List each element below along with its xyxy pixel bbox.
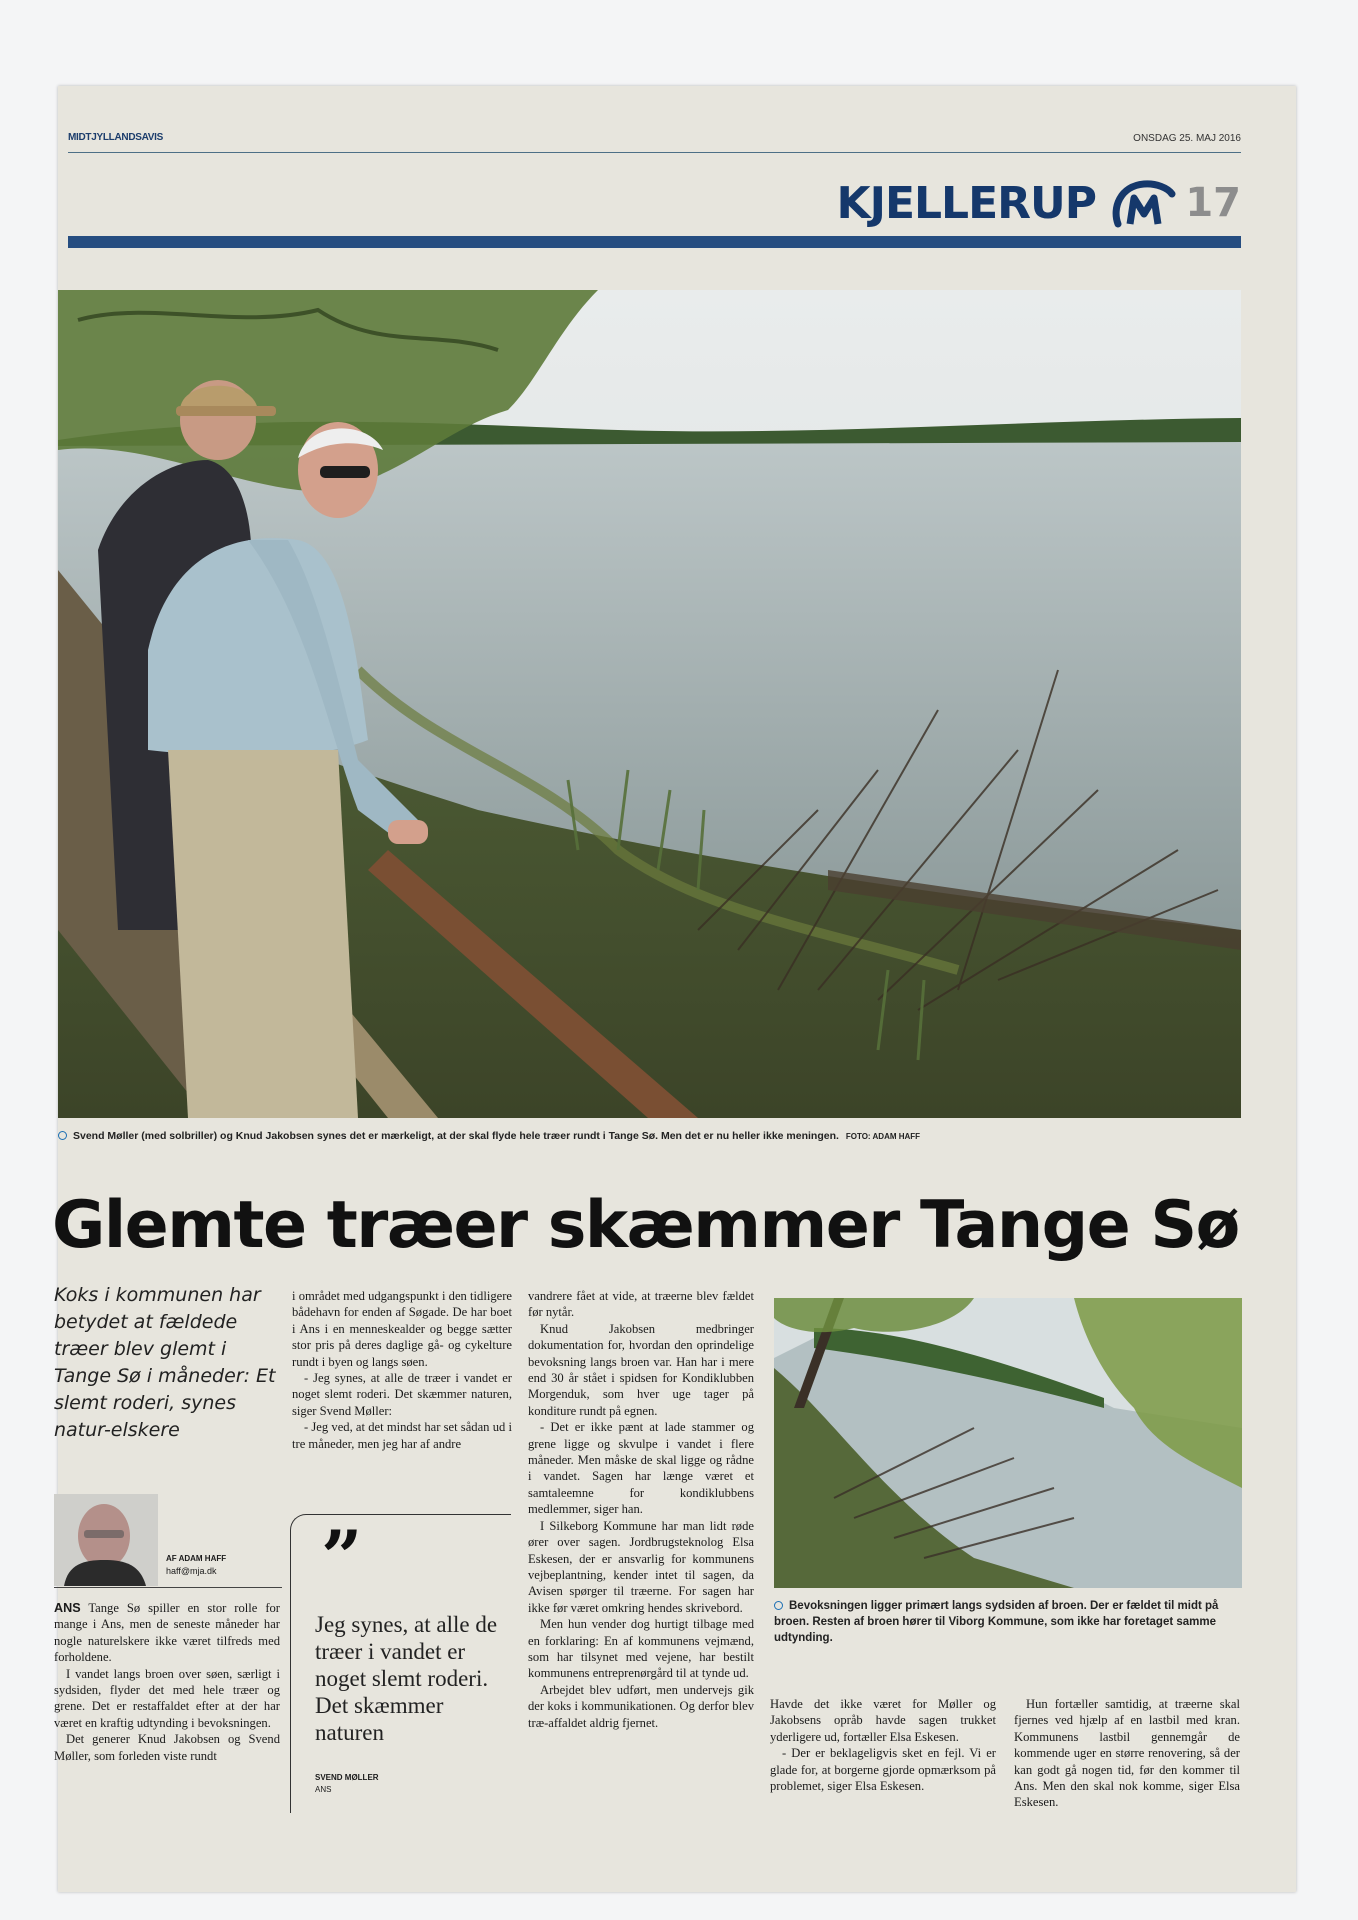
- body-paragraph: i området med udgangspunkt i den tidligere bådehavn for enden af Søgade. De har boet i Ans i en menneskealder og begge sætter stor pris på deres daglige gå- og cykelture rundt i byen og langs søen.: [292, 1289, 512, 1369]
- newspaper-logo-icon: [1110, 178, 1176, 230]
- issue-date: ONSDAG 25. MAJ 2016: [1133, 133, 1241, 144]
- author-email[interactable]: haff@mja.dk: [166, 1566, 217, 1576]
- quote-mark-icon: ”: [321, 1514, 363, 1599]
- body-paragraph: I vandet langs broen over søen, særligt i sydsiden, flyder det med hele træer og grene. Det er restaffaldet efter at der har været en kraftig udtynding i bevoksningen.: [54, 1666, 280, 1730]
- main-photo-caption: [58, 1130, 1241, 1142]
- body-paragraph: - Der er beklageligvis sket en fejl. Vi er glade for, at borgerne gjorde opmærksom på problemet, siger Elsa Eskesen.: [770, 1746, 996, 1794]
- secondary-photo: [774, 1298, 1242, 1588]
- lead-word: ANS: [54, 1601, 81, 1615]
- body-paragraph: [54, 1600, 280, 1666]
- pull-quote: [290, 1514, 511, 1813]
- section-header: [68, 178, 1241, 234]
- caption-text: Svend Møller (med solbriller) og Knud Jakobsen synes det er mærkeligt, at der skal flyde hele træer rundt i Tange Sø. Men det er nu heller ikke meningen.: [73, 1130, 839, 1142]
- main-photo: [58, 290, 1241, 1118]
- section-title: KJELLERUP: [836, 178, 1096, 229]
- body-column-5: [1014, 1696, 1240, 1811]
- secondary-photo-caption: [774, 1598, 1244, 1646]
- body-paragraph: vandrere fået at vide, at træerne blev fældet før nytår.: [528, 1289, 754, 1320]
- pull-quote-text: Jeg synes, at alle de træer i vandet er noget slemt roderi. Det skæmmer naturen: [315, 1612, 498, 1745]
- body-paragraph: Arbejdet blev udført, men undervejs gik der koks i kommunikationen. Og derfor blev træ-affaldet aldrig fjernet.: [528, 1682, 754, 1730]
- article-headline: Glemte træer skæmmer Tange Sø: [52, 1188, 1239, 1263]
- byline: [54, 1494, 282, 1588]
- header-rule: [68, 236, 1241, 248]
- newspaper-page: [52, 86, 1296, 1892]
- article-standfirst: Koks i kommunen har betydet at fældede træer blev glemt i Tange Sø i måneder: Et slemt roderi, synes natur-elskere: [54, 1284, 276, 1441]
- body-paragraph: I Silkeborg Kommune har man lidt røde ører over sagen. Jordbrugsteknolog Elsa Eskesen, der er ansvarlig for kommunens vejbeplantning, kender intet til sagen, da Avisen spørger til træerne. For sagen har ikke før været omkring hendes skrivebord.: [528, 1518, 754, 1615]
- page-number: 17: [1185, 180, 1241, 226]
- body-column-1: [54, 1600, 280, 1764]
- lake-scene-illustration: [58, 290, 1241, 1118]
- body-paragraph: - Jeg ved, at det mindst har set sådan ud i tre måneder, men jeg har af andre: [292, 1420, 512, 1451]
- body-column-4: [770, 1696, 996, 1794]
- paragraph-text: Tange Sø spiller en stor rolle for mange i Ans, men de seneste måneder har nogle naturelskere ikke været tilfreds med forholdene.: [54, 1601, 280, 1665]
- body-paragraph: Havde det ikke været for Møller og Jakobsens opråb havde sagen trukket yderligere ud, fortæller Elsa Eskesen.: [770, 1697, 996, 1744]
- paper-name: MIDTJYLLANDSAVIS: [68, 132, 164, 143]
- body-paragraph: Hun fortæller samtidig, at træerne skal fjernes ved hjælp af en lastbil med kran. Kommunens lastbil gennemgår de kommende uger en større renovering, så der kan godt gå nogen tid, før den kommer til Ans. Men den skal nok komme, siger Elsa Eskesen.: [1014, 1697, 1240, 1810]
- body-paragraph: Men hun vender dog hurtigt tilbage med en forklaring: En af kommunens vejmænd, som har tilsynet med vejene, har bestilt kommunens entreprenørgård til at tynde ud.: [528, 1617, 754, 1681]
- caption-text: Bevoksningen ligger primært langs sydsiden af broen. Der er fældet til midt på broen. Resten af broen hører til Viborg Kommune, som ikke har foretaget samme udtynding.: [774, 1600, 1219, 1644]
- author-portrait-icon: [54, 1494, 158, 1586]
- author-name: AF ADAM HAFF: [166, 1554, 227, 1563]
- pull-quote-place: ANS: [315, 1785, 332, 1794]
- body-paragraph: Knud Jakobsen medbringer dokumentation for, hvordan den oprindelige bevoksning langs broen var. Han har i mere end 30 år stået i spidsen for Kondiklubben Morgenduk, som hver uge tager på konditure rundt på egnen.: [528, 1321, 754, 1418]
- body-column-2: [292, 1288, 512, 1452]
- body-paragraph: Det generer Knud Jakobsen og Svend Møller, som forleden viste rundt: [54, 1732, 280, 1763]
- pull-quote-name: SVEND MØLLER: [315, 1773, 379, 1782]
- masthead-top-line: [68, 132, 1241, 153]
- body-column-3: [528, 1288, 754, 1731]
- body-paragraph: - Jeg synes, at alle de træer i vandet er noget slemt roderi. Det skæmmer naturen, siger Svend Møller:: [292, 1371, 512, 1418]
- shoreline-illustration: [774, 1298, 1242, 1588]
- caption-bullet-icon: [58, 1131, 67, 1140]
- author-photo: [54, 1494, 158, 1586]
- photo-credit: FOTO: ADAM HAFF: [845, 1132, 921, 1141]
- body-paragraph: - Det er ikke pænt at lade stammer og grene ligge og skvulpe i vandet i flere måneder. Men måske de skal ligge og rådne i vandet. Sagen har længe været et samtaleemne for kondiklubbens medlemmer, siger han.: [528, 1420, 754, 1517]
- caption-bullet-icon: [774, 1601, 783, 1610]
